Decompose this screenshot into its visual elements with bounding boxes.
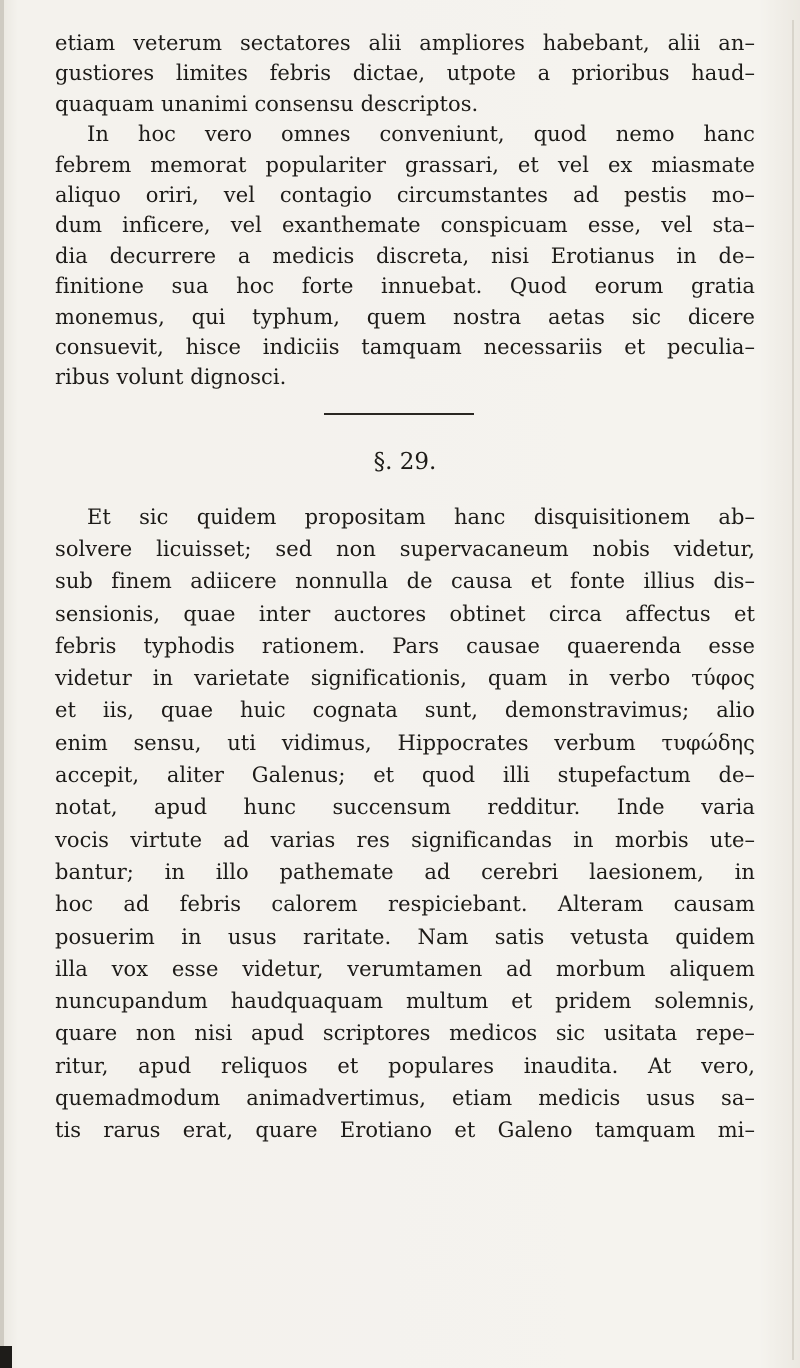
text-line: tis rarus erat, quare Erotiano et Galeno tamquam mi– [55,1118,755,1143]
text-line: quare non nisi apud scriptores medicos sic usitata repe– [55,1021,755,1046]
text-line: sensionis, quae inter auctores obtinet circa affectus et [55,601,755,626]
text-line: febris typhodis rationem. Pars causae quaerenda esse [55,633,755,658]
page-left-edge [0,0,4,1368]
text-line: gustiores limites febris dictae, utpote a prioribus haud– [55,61,755,86]
text-line: vocis virtute ad varias res significandas in morbis ute– [55,827,755,852]
text-line: monemus, qui typhum, quem nostra aetas sic dicere [55,304,755,329]
text-line: quaquam unanimi consensu descriptos. [55,91,479,116]
text-line: bantur; in illo pathemate ad cerebri laesionem, in [55,859,755,884]
page-text [55,28,755,1147]
text-line: illa vox esse videtur, verumtamen ad morbum aliquem [55,956,755,981]
text-line: posuerim in usus raritate. Nam satis vetusta quidem [55,924,755,949]
text-line: hoc ad febris calorem respiciebant. Alteram causam [55,892,755,917]
text-line: dia decurrere a medicis discreta, nisi Erotianus in de– [55,243,755,268]
text-line: videtur in varietate significationis, quam in verbo τύφος [55,666,755,691]
text-line: accepit, aliter Galenus; et quod illi stupefactum de– [55,763,755,788]
paragraph-3 [55,501,755,1147]
text-line: quemadmodum animadvertimus, etiam medicis usus sa– [55,1086,755,1111]
text-line: finitione sua hoc forte innuebat. Quod eorum gratia [55,274,755,299]
paragraph-2 [55,119,755,393]
text-line: consuevit, hisce indiciis tamquam necessariis et peculia– [55,334,755,359]
section-divider-rule [324,413,474,415]
text-line: Et sic quidem propositam hanc disquisitionem ab– [87,504,755,529]
text-line: etiam veterum sectatores alii ampliores habebant, alii an– [55,31,755,55]
text-line: nuncupandum haudquaquam multum et pridem solemnis, [55,989,755,1014]
text-line: In hoc vero omnes conveniunt, quod nemo hanc [87,122,755,147]
scan-corner-mark [0,1346,12,1368]
paragraph-1 [55,28,755,119]
text-line: dum inficere, vel exanthemate conspicuam esse, vel sta– [55,213,755,238]
section-heading: §. 29. [373,448,437,475]
text-line: enim sensu, uti vidimus, Hippocrates verbum τυφώδης [55,730,755,755]
text-line: aliquo oriri, vel contagio circumstantes ad pestis mo– [55,182,755,207]
text-line: febrem memorat populariter grassari, et vel ex miasmate [55,152,755,177]
text-line: et iis, quae huic cognata sunt, demonstravimus; alio [55,698,755,723]
text-line: notat, apud hunc succensum redditur. Inde varia [55,795,755,820]
text-line: sub finem adiicere nonnulla de causa et fonte illius dis– [55,569,755,594]
text-line: solvere licuisset; sed non supervacaneum nobis videtur, [55,536,755,561]
text-line: ribus volunt dignosci. [55,365,287,390]
page-right-edge [792,20,794,1360]
text-line: ritur, apud reliquos et populares inaudita. At vero, [55,1053,755,1078]
